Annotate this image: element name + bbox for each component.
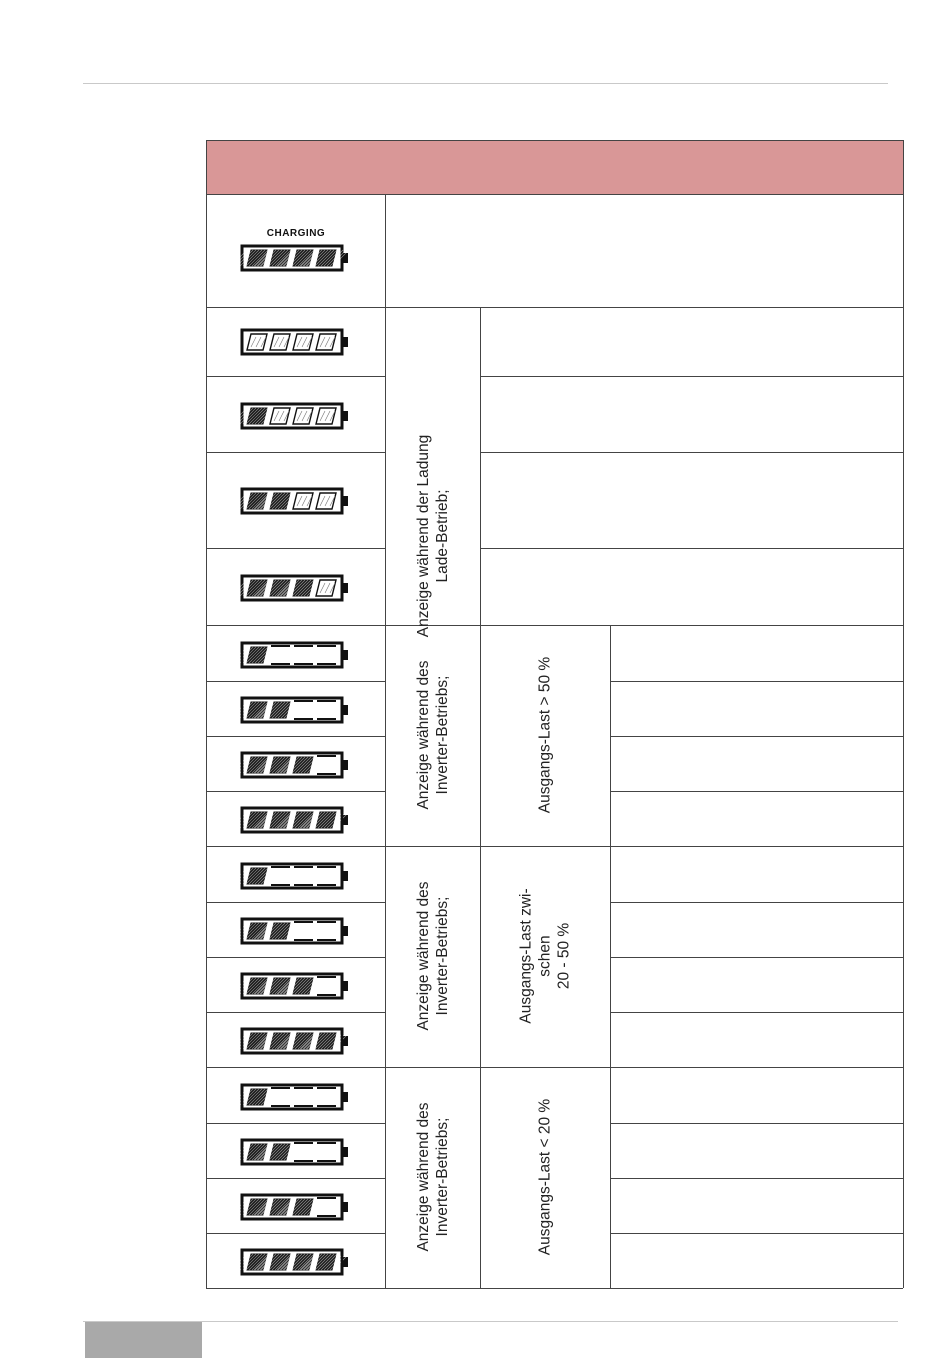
row-divider <box>206 1123 385 1124</box>
border-right <box>903 140 904 1288</box>
border-left <box>206 140 207 1288</box>
battery-icon <box>240 639 352 671</box>
label-line: Ausgangs-Last zwi- <box>517 888 535 1024</box>
table-header-band <box>206 140 903 194</box>
col-divider-1 <box>385 194 386 1288</box>
row-divider <box>206 376 385 377</box>
label-line: Inverter-Betriebs; <box>434 1117 451 1237</box>
battery-icon <box>240 1246 352 1278</box>
load-label <box>536 1099 555 1255</box>
row-divider <box>610 1233 903 1234</box>
battery-icon <box>240 485 352 517</box>
header-divider <box>206 194 903 195</box>
charging-label: CHARGING <box>266 228 326 239</box>
border-bottom <box>206 1288 903 1289</box>
col-divider-2 <box>480 307 481 1288</box>
row-divider <box>480 548 903 549</box>
top-rule <box>83 83 888 84</box>
row-divider <box>206 902 385 903</box>
battery-icon <box>240 400 352 432</box>
battery-icon <box>240 1136 352 1168</box>
label-line: schen <box>536 935 554 977</box>
row-divider <box>610 1012 903 1013</box>
row-divider <box>480 376 903 377</box>
row-divider <box>610 1123 903 1124</box>
row-divider <box>206 548 385 549</box>
label-line: Anzeige während des <box>415 881 432 1031</box>
row-divider <box>206 1233 385 1234</box>
battery-icon <box>240 1081 352 1113</box>
battery-charging-icon <box>240 242 352 274</box>
row-divider <box>206 452 385 453</box>
row-divider <box>480 452 903 453</box>
battery-icon <box>240 804 352 836</box>
battery-icon <box>240 915 352 947</box>
row-divider <box>206 957 385 958</box>
row-divider <box>610 1178 903 1179</box>
inverter-mode-label <box>414 1102 452 1251</box>
label-line: 20 - 50 % <box>555 922 573 990</box>
label-line: Anzeige während des <box>415 1102 432 1252</box>
row-divider <box>206 1178 385 1179</box>
footer-page-box <box>85 1322 202 1358</box>
label-line: Inverter-Betriebs; <box>434 675 451 795</box>
inverter-mode-label <box>414 660 452 809</box>
row-divider <box>206 791 385 792</box>
load-label <box>536 657 555 813</box>
battery-icon <box>240 749 352 781</box>
row-divider <box>610 902 903 903</box>
battery-display-table <box>206 140 903 1288</box>
inverter-mode-label <box>414 881 452 1030</box>
group-divider <box>206 846 903 847</box>
bottom-rule <box>83 1321 898 1322</box>
row-divider <box>610 791 903 792</box>
group-divider <box>206 1067 903 1068</box>
label-line: Anzeige während des <box>415 660 432 810</box>
battery-icon <box>240 694 352 726</box>
row-divider <box>610 736 903 737</box>
border-top <box>206 140 903 141</box>
row-divider <box>206 307 903 308</box>
group-divider <box>206 625 903 626</box>
row-divider <box>610 681 903 682</box>
battery-icon <box>240 860 352 892</box>
label-line: Lade-Betrieb; <box>434 489 451 583</box>
row-divider <box>206 736 385 737</box>
battery-icon <box>240 1191 352 1223</box>
row-divider <box>610 957 903 958</box>
row-divider <box>206 681 385 682</box>
battery-icon <box>240 326 352 358</box>
load-label <box>517 888 574 1023</box>
charge-mode-label <box>414 435 452 638</box>
battery-icon <box>240 970 352 1002</box>
battery-icon <box>240 572 352 604</box>
label-line: Inverter-Betriebs; <box>434 896 451 1016</box>
label-line: Anzeige während der Ladung <box>415 434 432 638</box>
label-line: Ausgangs-Last < 20 % <box>536 1098 554 1256</box>
battery-icon <box>240 1025 352 1057</box>
row-divider <box>206 1012 385 1013</box>
label-line: Ausgangs-Last > 50 % <box>536 656 554 814</box>
